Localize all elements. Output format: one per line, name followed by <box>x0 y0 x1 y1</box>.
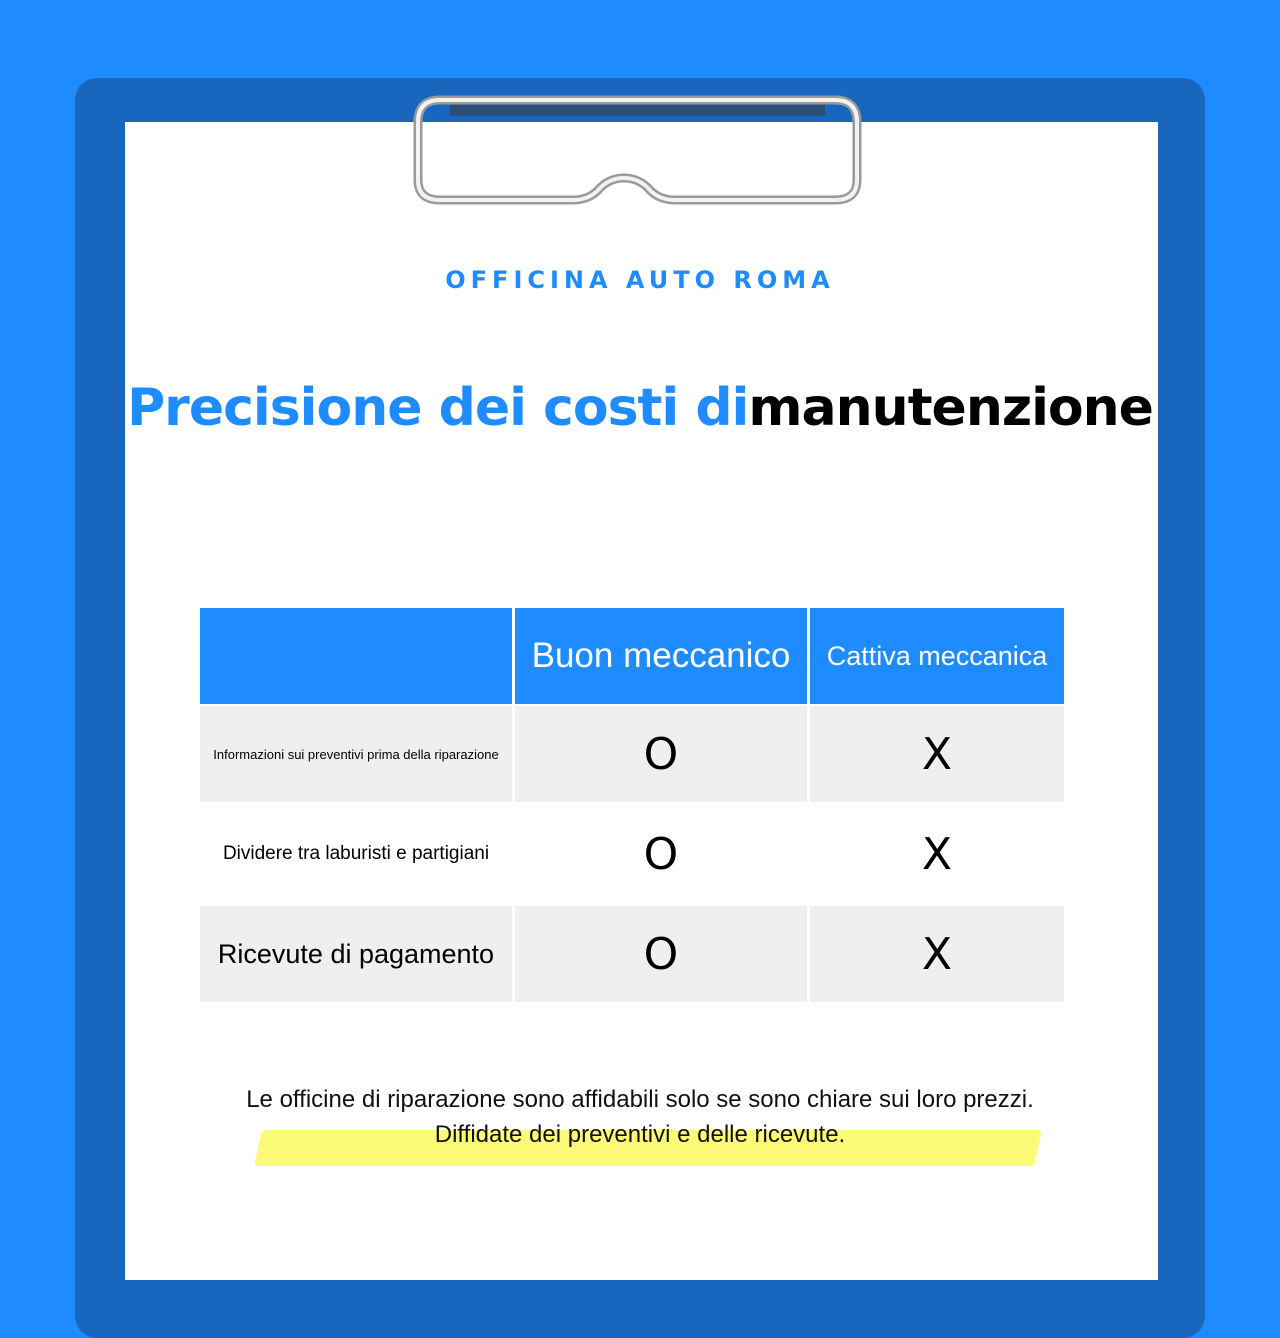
footnote <box>0 1082 1280 1152</box>
footnote-line-1: Le officine di riparazione sono affidabili solo se sono chiare sui loro prezzi. <box>246 1086 1034 1113</box>
header-bad-mechanic: Cattiva meccanica <box>810 608 1064 704</box>
good-mark: O <box>515 906 807 1002</box>
header-good-mechanic: Buon meccanico <box>515 608 807 704</box>
title-part-1: Precisione dei costi di <box>127 378 749 438</box>
row-label: Informazioni sui preventivi prima della riparazione <box>200 706 512 802</box>
row-label: Ricevute di pagamento <box>200 906 512 1002</box>
brand-name: OFFICINA AUTO ROMA <box>445 266 835 294</box>
title-part-2: manutenzione <box>748 378 1153 438</box>
row-label: Dividere tra laburisti e partigiani <box>200 806 512 902</box>
bad-mark: X <box>810 706 1064 802</box>
header-cell-empty <box>200 608 512 704</box>
good-mark: O <box>515 706 807 802</box>
page-title <box>0 378 1280 438</box>
bad-mark: X <box>810 806 1064 902</box>
bad-mark: X <box>810 906 1064 1002</box>
good-mark: O <box>515 806 807 902</box>
clipboard-clip-icon <box>410 92 865 212</box>
footnote-line-2: Diffidate dei preventivi e delle ricevute. <box>434 1121 846 1148</box>
